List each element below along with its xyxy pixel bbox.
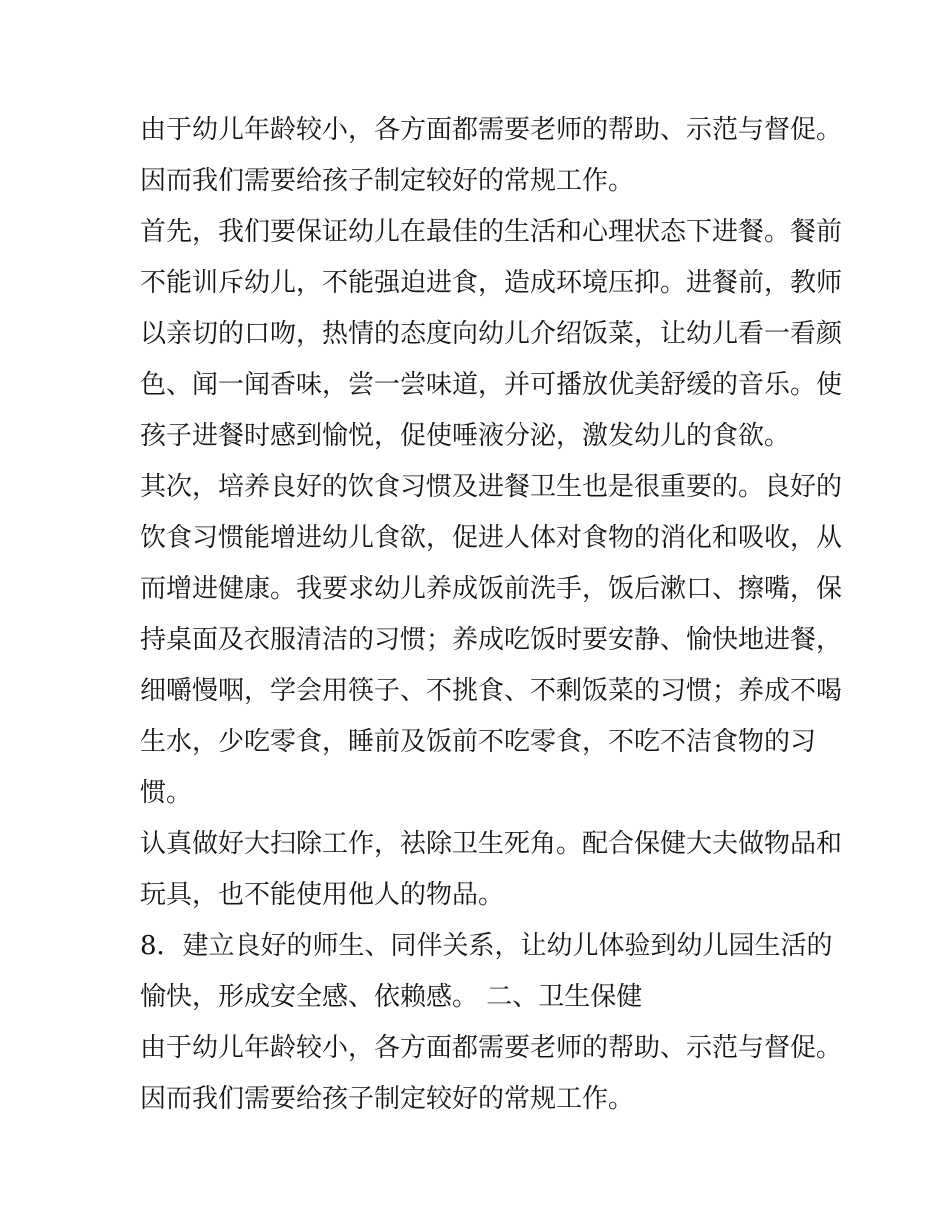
text-line: 而增进健康。我要求幼儿养成饭前洗手，饭后漱口、擦嘴，保: [140, 574, 843, 604]
text-line: 色、闻一闻香味，尝一尝味道，并可播放优美舒缓的音乐。使: [140, 370, 843, 400]
text-line: 饮食习惯能增进幼儿食欲，促进人体对食物的消化和吸收，从: [140, 523, 843, 553]
text-line: 玩具，也不能使用他人的物品。: [140, 880, 505, 910]
text-line: 由于幼儿年龄较小，各方面都需要老师的帮助、示范与督促。: [140, 115, 843, 145]
text-line: 不能训斥幼儿，不能强迫进食，造成环境压抑。进餐前，教师: [140, 268, 843, 298]
text-line: 首先，我们要保证幼儿在最佳的生活和心理状态下进餐。餐前: [140, 217, 843, 247]
text-line: 因而我们需要给孩子制定较好的常规工作。: [140, 166, 635, 196]
text-line: 持桌面及衣服清洁的习惯；养成吃饭时要安静、愉快地进餐，: [140, 625, 843, 655]
text-line: 惯。: [140, 778, 193, 808]
text-line: 生水，少吃零食，睡前及饭前不吃零食，不吃不洁食物的习: [140, 727, 817, 757]
text-line: 以亲切的口吻，热情的态度向幼儿介绍饭菜，让幼儿看一看颜: [140, 319, 843, 349]
text-line: 其次，培养良好的饮食习惯及进餐卫生也是很重要的。良好的: [140, 472, 843, 502]
text-line: 认真做好大扫除工作，祛除卫生死角。配合保健大夫做物品和: [140, 829, 843, 859]
text-line: 因而我们需要给孩子制定较好的常规工作。: [140, 1084, 635, 1114]
text-line: 由于幼儿年龄较小，各方面都需要老师的帮助、示范与督促。: [140, 1033, 843, 1063]
text-line: 孩子进餐时感到愉悦，促使唾液分泌，激发幼儿的食欲。: [140, 421, 791, 451]
text-line: 愉快，形成安全感、依赖感。 二、卫生保健: [140, 982, 643, 1012]
text-line: 8．建立良好的师生、同伴关系，让幼儿体验到幼儿园生活的: [140, 931, 833, 961]
text-line: 细嚼慢咽，学会用筷子、不挑食、不剩饭菜的习惯；养成不喝: [140, 676, 843, 706]
body-text: [140, 105, 843, 1125]
